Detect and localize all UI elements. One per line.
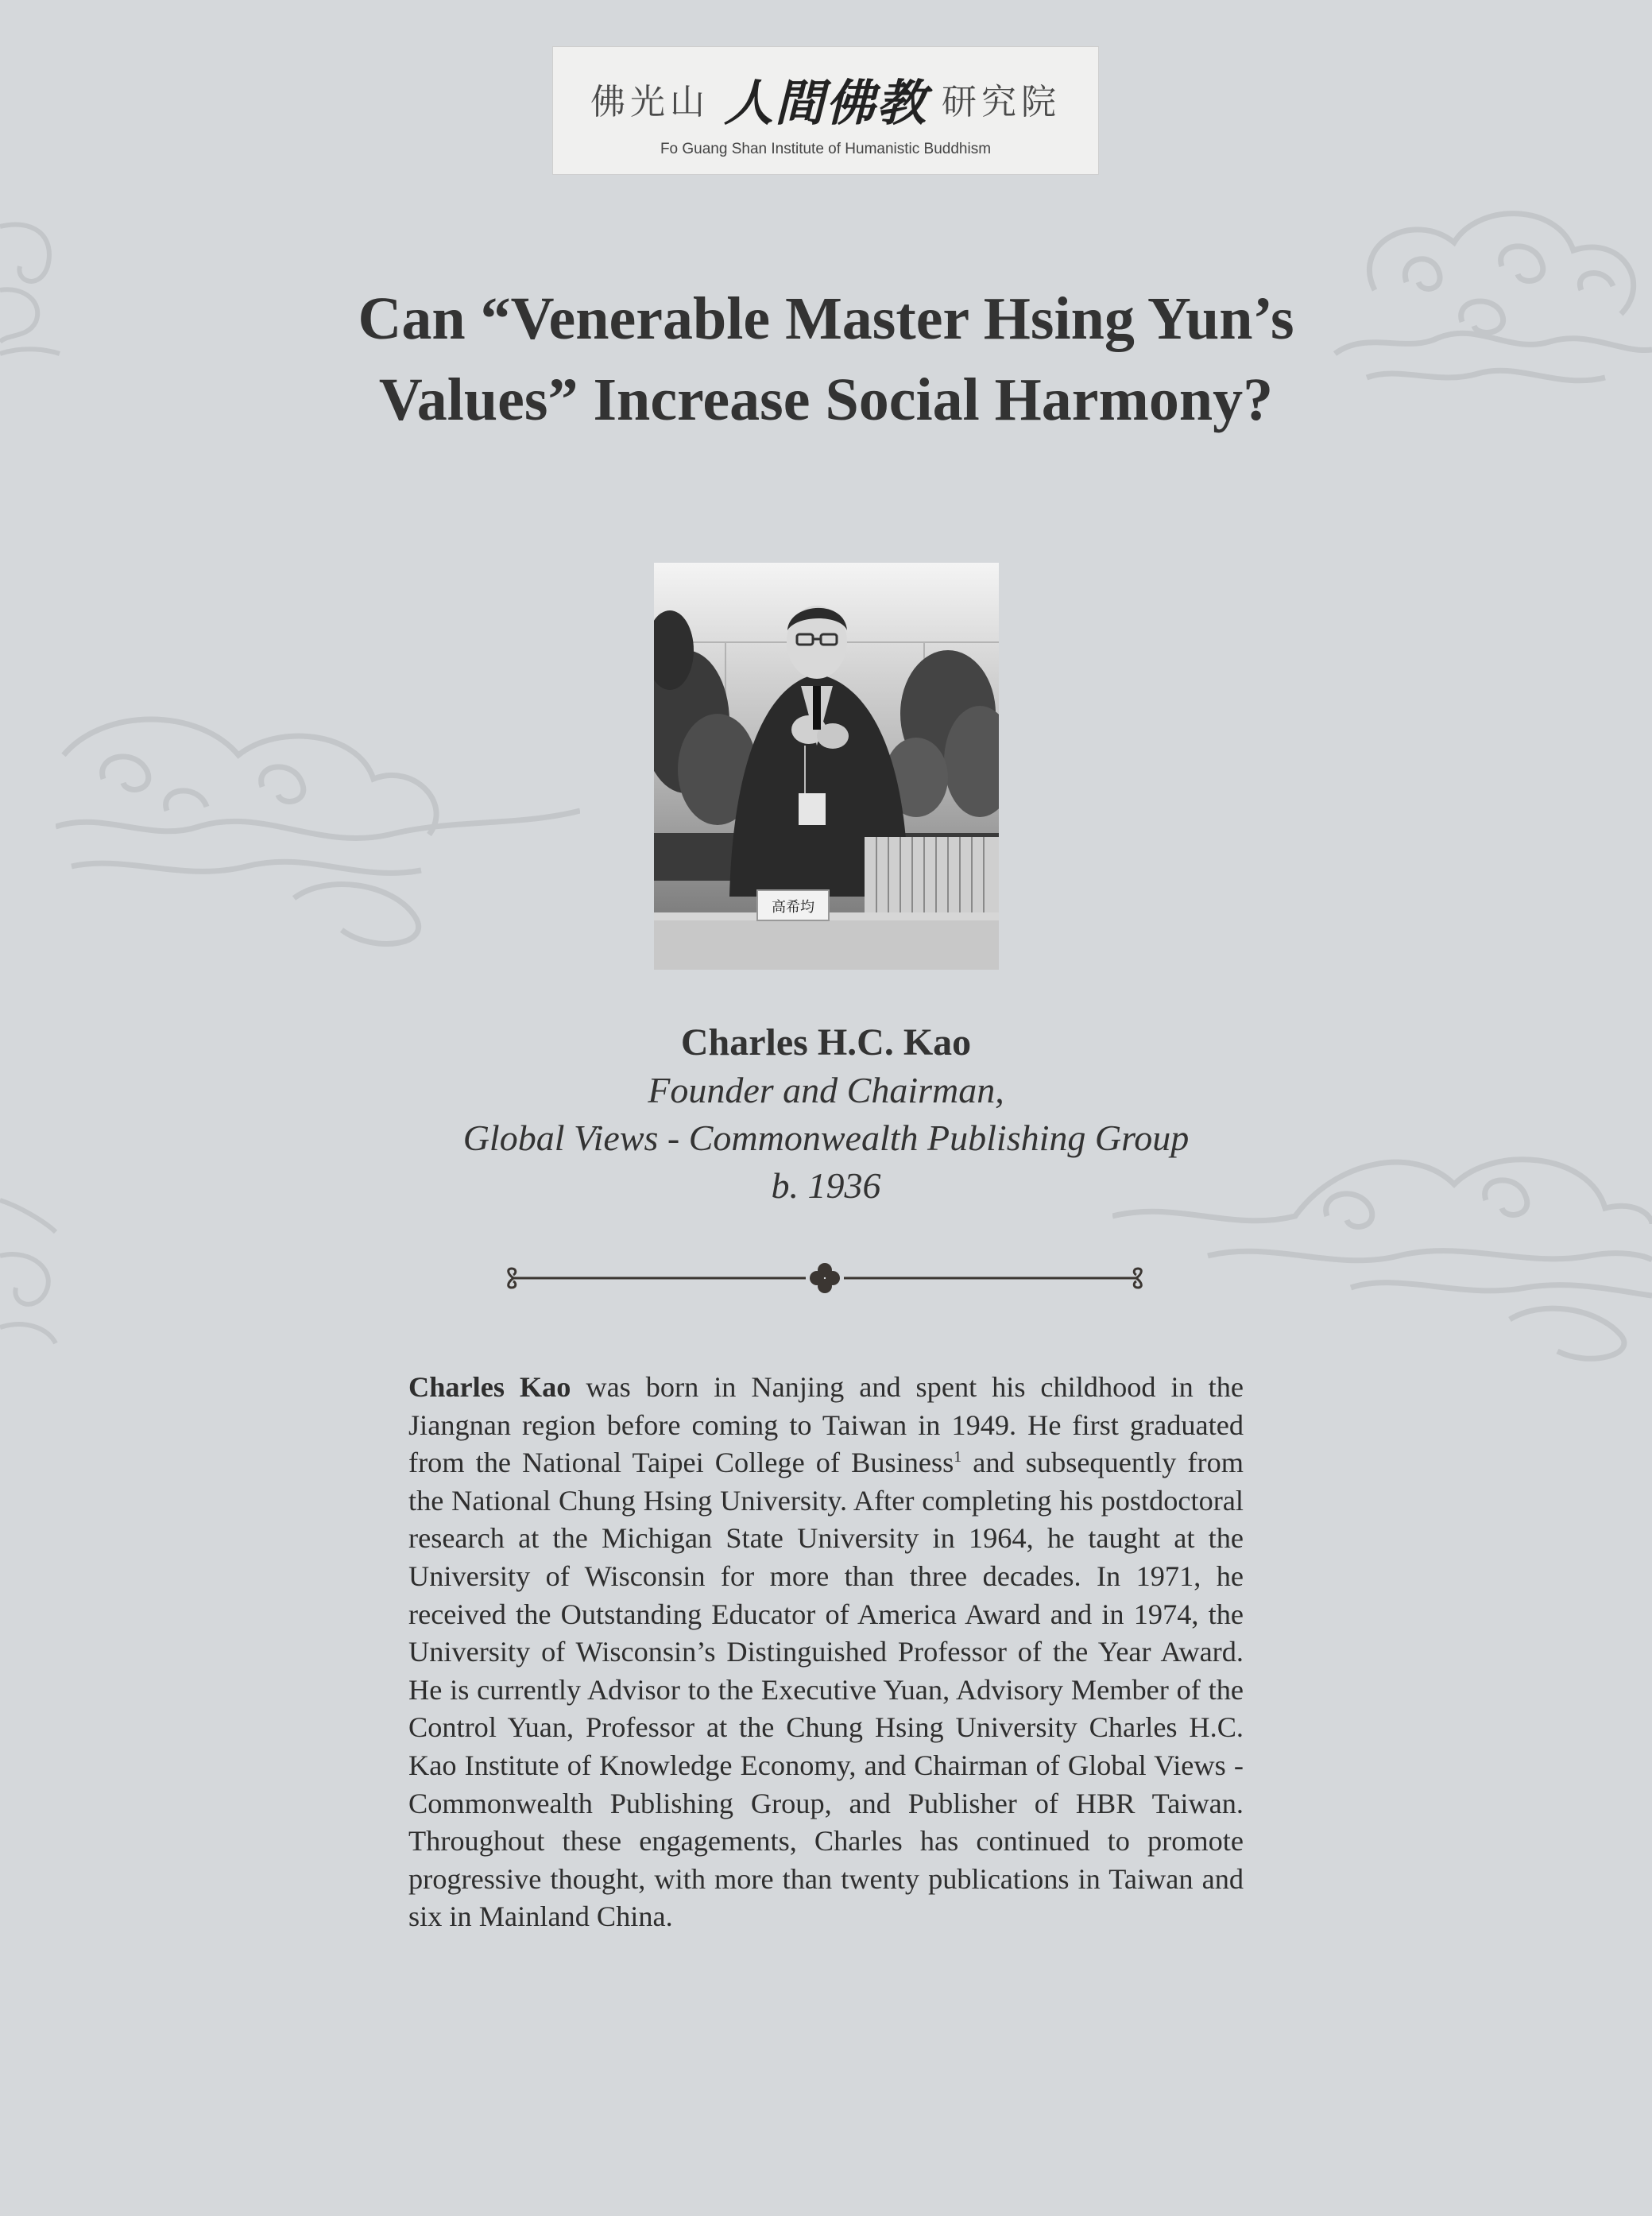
portrait-photo bbox=[654, 563, 999, 970]
portrait-illustration bbox=[654, 563, 999, 970]
person-role-line-2: Global Views - Commonwealth Publishing Group bbox=[462, 1118, 1190, 1158]
person-role-line-1: Founder and Chairman, bbox=[648, 1070, 1004, 1110]
bio-lead-name: Charles Kao bbox=[408, 1371, 571, 1403]
logo-english-name: Fo Guang Shan Institute of Humanistic Buddhism bbox=[660, 140, 992, 157]
institute-logo bbox=[552, 46, 1099, 175]
cloud-decoration-lower-left bbox=[0, 1184, 64, 1367]
ornamental-divider bbox=[504, 1262, 1146, 1294]
bio-text-part-2: and subsequently from the National Chung Hsing University. After completing his postdoctoral research at the Michigan State University in 1964, he taught at the University of Wisconsin for more than three decades. In 1971, he received the Outstanding Educator of America Award and in 1974, the University of Wisconsin’s Distinguished Professor of the Year Award. He is currently Advisor to the Executive Yuan, Advisory Member of the Control Yuan, Professor at the Chung Hsing University Charles H.C. Kao Institute of Knowledge Economy, and Chairman of Global Views - Commonwealth Publishing Group, and Publisher of HBR Taiwan. Throughout these engagements, Charles has continued to promote progressive thought, with more than twenty publications in Taiwan and six in Mainland China. bbox=[408, 1447, 1244, 1933]
title-line-1: Can “Venerable Master Hsing Yun’s bbox=[358, 285, 1294, 352]
person-birth-year: b. 1936 bbox=[771, 1165, 881, 1206]
logo-cn-calligraphy: 人間佛教 bbox=[723, 73, 927, 132]
logo-cn-left: 佛光山 bbox=[590, 82, 710, 122]
person-info bbox=[0, 1019, 1652, 1210]
logo-cn-right: 研究院 bbox=[942, 82, 1061, 122]
person-name: Charles H.C. Kao bbox=[680, 1021, 972, 1063]
biography-paragraph bbox=[408, 1369, 1244, 1936]
footnote-marker[interactable]: 1 bbox=[954, 1448, 962, 1466]
nameplate-text: 高希均 bbox=[772, 899, 814, 916]
bio-text-part-1: was born in Nanjing and spent his childhood in the Jiangnan region before coming to Taiwan in 1949. He first graduated from the National Taipei College of Business bbox=[408, 1371, 1244, 1479]
logo-chinese-name bbox=[590, 64, 1061, 134]
cloud-decoration-middle-left bbox=[56, 692, 580, 962]
title-line-2: Values” Increase Social Harmony? bbox=[378, 366, 1274, 433]
page-title bbox=[0, 278, 1652, 440]
quatrefoil-icon bbox=[810, 1263, 840, 1293]
